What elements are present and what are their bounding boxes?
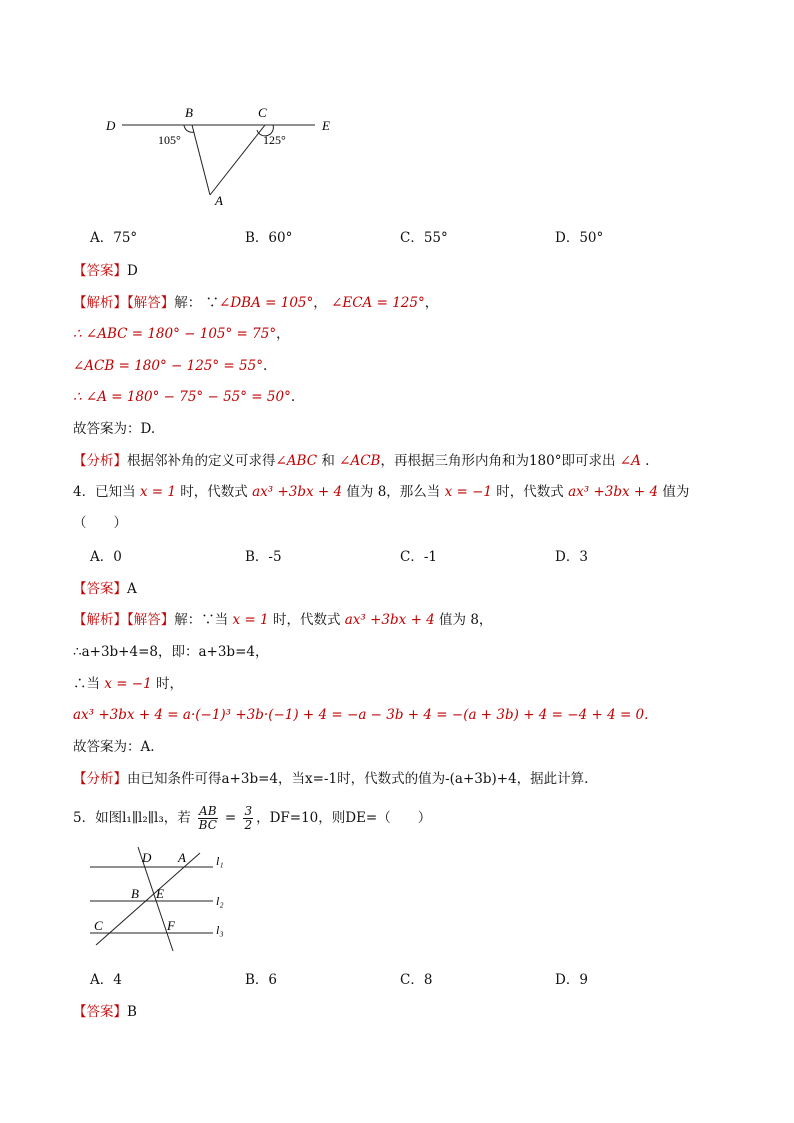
remark-end: . [640, 453, 650, 469]
analysis-tag: 【解析】【解答】 [73, 295, 175, 311]
q3-step-3 [73, 388, 295, 406]
q3-step-2 [73, 357, 267, 375]
q3-step-1 [73, 325, 290, 343]
answer-tag: 【答案】 [73, 1004, 127, 1020]
step-1-math: ∴ ∠ABC = 180° − 105° = 75° [73, 326, 277, 342]
given-end: ， [424, 295, 439, 311]
q3-analysis-line [73, 294, 438, 312]
label-l3: l₃ [216, 923, 224, 937]
q4-step-4-math: ax³ +3bx + 4 = a·(−1)³ +3b·(−1) + 4 = −a − 3b + 4 = −(a + 3b) + 4 = −4 + 4 = 0. [73, 707, 649, 723]
given-2: ∠ECA = 125° [331, 295, 425, 311]
answer-value: D [127, 263, 138, 279]
fraction-denominator: BC [198, 818, 217, 832]
label-e: E [156, 886, 164, 901]
label-b: B [185, 105, 193, 120]
q5-stem-pre: 5．如图l₁∥l₂∥l₃，若 [73, 810, 196, 826]
fraction-numerator: 3 [244, 804, 253, 818]
q5-option-b[interactable]: B．6 [245, 972, 278, 988]
q4-option-c[interactable]: C．-1 [400, 549, 437, 565]
equals-sign: = [220, 810, 241, 826]
label-c: C [258, 105, 267, 120]
q4-stem-text-1: 时，代数式 [176, 484, 253, 500]
q5-option-a[interactable]: A．4 [90, 972, 122, 988]
remark-math-1: ∠ABC [275, 453, 318, 469]
q4-paren: （ ） [73, 515, 127, 531]
remark-mid-2: ，再根据三角形内角和为180°即可求出 [380, 453, 620, 469]
q4-s1-math-1: x = 1 [232, 612, 269, 628]
label-a: A [215, 193, 223, 208]
step-3-math: ∴ ∠A = 180° − 75° − 55° = 50° [73, 389, 291, 405]
step-2-math: ∠ACB = 180° − 125° = 55° [73, 358, 263, 374]
remark-mid-1: 和 [317, 453, 340, 469]
q3-option-b[interactable]: B．60° [245, 230, 293, 246]
analysis-tag: 【解析】【解答】 [73, 612, 175, 628]
q4-step-4 [73, 706, 648, 724]
q3-answer [73, 262, 138, 280]
q4-stem-pre: 4．已知当 [73, 484, 140, 500]
segment-ba [192, 125, 210, 195]
q4-s1-math-2: ax³ +3bx + 4 [344, 612, 435, 628]
q4-step-3 [73, 675, 183, 693]
q3-conclusion: 故答案为：D. [73, 421, 156, 437]
fraction-numerator: AB [199, 804, 217, 818]
q4-analysis-line [73, 611, 492, 629]
remark-text: 由已知条件可得a+3b=4，当x=-1时，代数式的值为-(a+3b)+4，据此计算. [127, 771, 589, 787]
q5-stem [73, 801, 431, 835]
step-2-end: . [262, 358, 268, 374]
q3-remark [73, 452, 649, 470]
q3-option-a[interactable]: A．75° [90, 230, 138, 246]
q4-step-3-math: x = −1 [104, 676, 152, 692]
q4-stem-math-3: x = −1 [444, 484, 492, 500]
segment-ca [210, 125, 265, 195]
label-f: F [167, 918, 175, 933]
q4-stem-math-4: ax³ +3bx + 4 [568, 484, 659, 500]
fraction-3-2 [243, 805, 253, 832]
parallel-lines-figure [88, 845, 238, 955]
solve-prefix: 解： [174, 295, 202, 311]
label-b: B [131, 886, 139, 901]
q4-stem [73, 483, 689, 501]
q4-step-3-post: 时， [151, 676, 184, 692]
q4-option-a[interactable]: A．0 [90, 549, 122, 565]
solve-prefix: 解：∵当 [174, 612, 233, 628]
q3-option-d[interactable]: D．50° [555, 230, 604, 246]
q5-option-d[interactable]: D．9 [555, 972, 588, 988]
step-3-end: . [290, 389, 296, 405]
q4-remark [73, 770, 588, 788]
q5-answer [73, 1003, 137, 1021]
q4-option-d[interactable]: D．3 [555, 549, 588, 565]
given-1: ∠DBA = 105° [219, 295, 314, 311]
answer-value: A [127, 581, 137, 597]
q4-s1-text-2: 值为 8， [434, 612, 493, 628]
q4-stem-text-2: 值为 8，那么当 [342, 484, 445, 500]
remark-pre: 根据邻补角的定义可求得 [127, 453, 276, 469]
q4-step-3-pre: ∴当 [73, 676, 105, 692]
label-c: C [94, 918, 103, 933]
remark-math-3: ∠A [619, 453, 641, 469]
answer-tag: 【答案】 [73, 581, 127, 597]
q5-stem-post: ，DF=10，则DE=（ ） [256, 810, 432, 826]
q4-conclusion: 故答案为：A. [73, 739, 155, 755]
label-l2: l₂ [216, 894, 224, 908]
q4-s1-text-1: 时，代数式 [268, 612, 345, 628]
remark-math-2: ∠ACB [339, 453, 381, 469]
label-d: D [106, 118, 116, 133]
q4-answer [73, 580, 137, 598]
label-a: A [178, 850, 186, 865]
label-angle-105: 105° [158, 133, 181, 147]
label-e: E [322, 118, 330, 133]
fraction-ab-bc [198, 805, 217, 832]
q5-option-c[interactable]: C．8 [400, 972, 433, 988]
step-1-end: ， [276, 326, 290, 342]
answer-value: B [127, 1004, 137, 1020]
q4-step-2: ∴a+3b+4=8，即：a+3b=4， [73, 644, 269, 660]
q4-stem-math-1: x = 1 [139, 484, 176, 500]
answer-tag: 【答案】 [73, 263, 127, 279]
q4-option-b[interactable]: B．-5 [245, 549, 282, 565]
remark-tag: 【分析】 [73, 771, 127, 787]
q4-stem-text-4: 值为 [658, 484, 690, 500]
remark-tag: 【分析】 [73, 453, 127, 469]
triangle-figure [100, 100, 350, 215]
because-symbol: ∵ [205, 295, 220, 311]
q4-stem-math-2: ax³ +3bx + 4 [252, 484, 343, 500]
label-l1: l₁ [216, 854, 224, 868]
label-d: D [142, 850, 152, 865]
given-sep: ， [313, 295, 327, 311]
q3-option-c[interactable]: C．55° [400, 230, 448, 246]
fraction-denominator: 2 [244, 818, 253, 832]
q4-stem-text-3: 时，代数式 [492, 484, 569, 500]
label-angle-125: 125° [263, 133, 286, 147]
